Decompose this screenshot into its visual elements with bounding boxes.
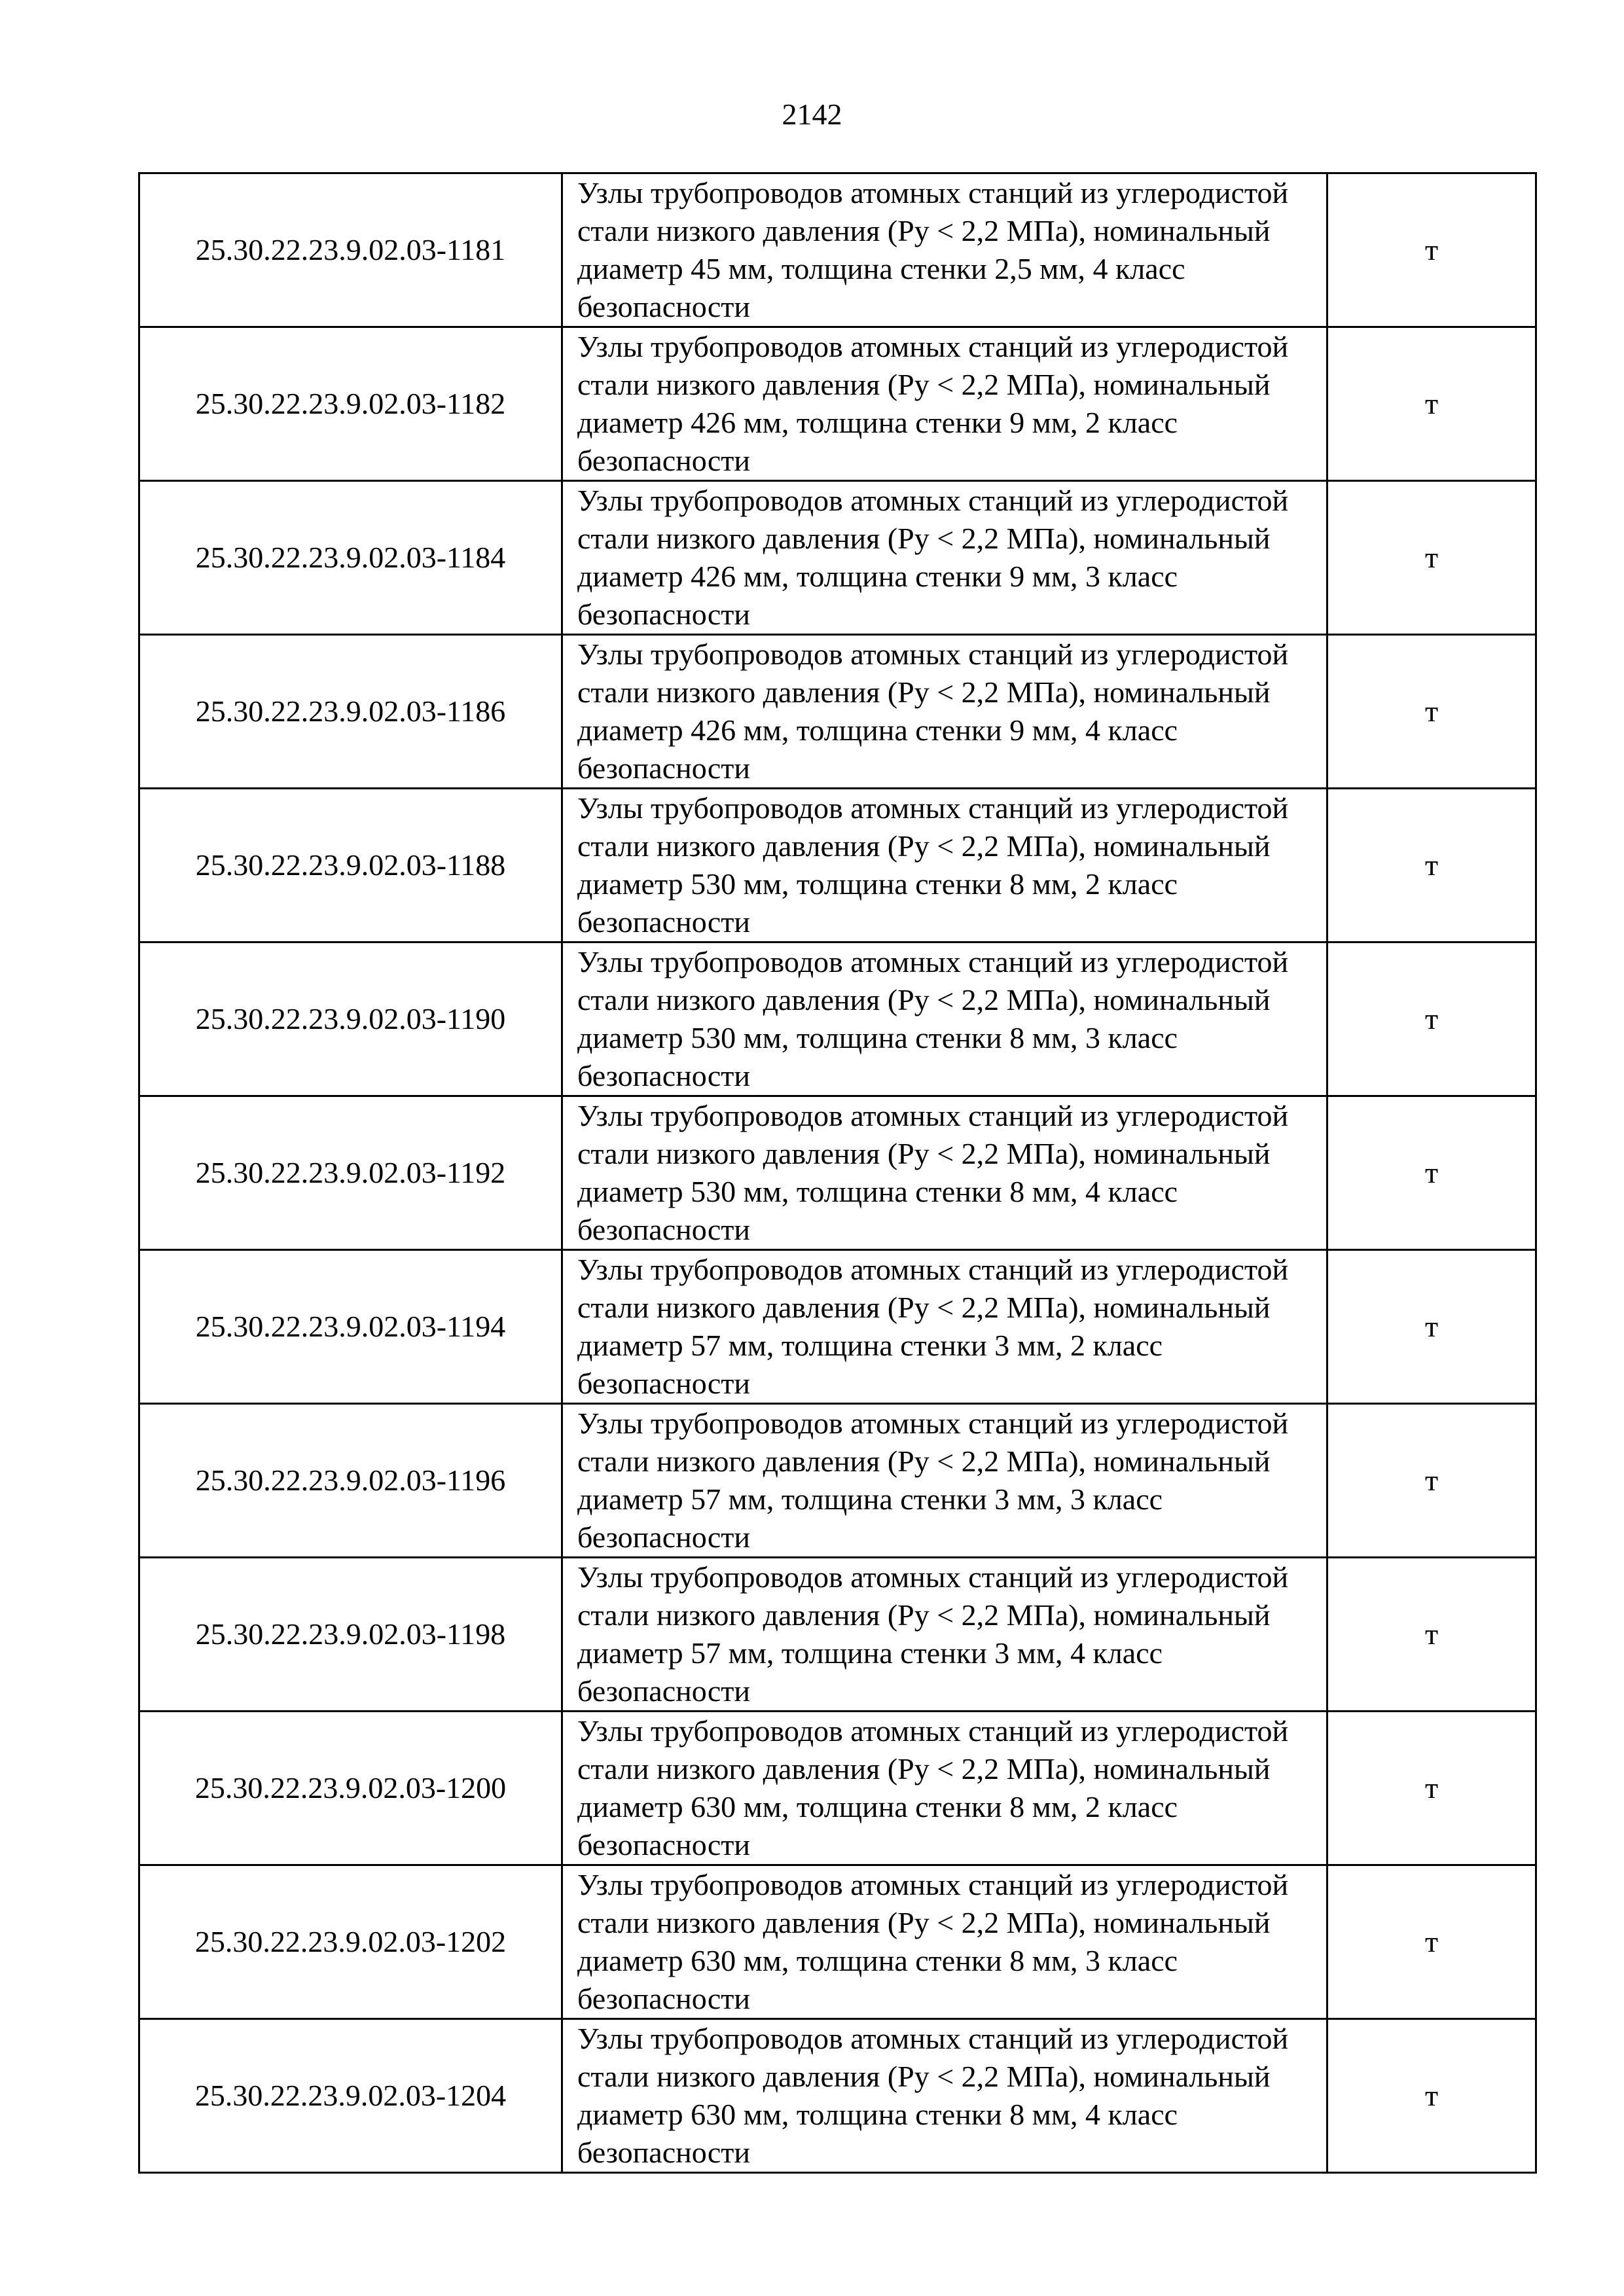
unit-of-measure: т — [1327, 1404, 1536, 1558]
resource-code: 25.30.22.23.9.02.03-1194 — [139, 1250, 562, 1404]
resource-description: Узлы трубопроводов атомных станций из углеродистой стали низкого давления (Ру < 2,2 МПа), номинальный диаметр 630 мм, толщина стенки 8 мм, 3 класс безопасности — [562, 1865, 1327, 2019]
resource-description: Узлы трубопроводов атомных станций из углеродистой стали низкого давления (Ру < 2,2 МПа), номинальный диаметр 426 мм, толщина стенки 9 мм, 4 класс безопасности — [562, 635, 1327, 789]
resource-code: 25.30.22.23.9.02.03-1190 — [139, 942, 562, 1096]
unit-of-measure: т — [1327, 942, 1536, 1096]
table-row — [139, 1404, 1536, 1558]
resource-code: 25.30.22.23.9.02.03-1181 — [139, 173, 562, 327]
unit-of-measure: т — [1327, 173, 1536, 327]
resource-description: Узлы трубопроводов атомных станций из углеродистой стали низкого давления (Ру < 2,2 МПа), номинальный диаметр 530 мм, толщина стенки 8 мм, 4 класс безопасности — [562, 1096, 1327, 1250]
table-row — [139, 173, 1536, 327]
resource-code: 25.30.22.23.9.02.03-1202 — [139, 1865, 562, 2019]
unit-of-measure: т — [1327, 327, 1536, 481]
table-row — [139, 1865, 1536, 2019]
table-row — [139, 327, 1536, 481]
resource-description: Узлы трубопроводов атомных станций из углеродистой стали низкого давления (Ру < 2,2 МПа), номинальный диаметр 530 мм, толщина стенки 8 мм, 2 класс безопасности — [562, 789, 1327, 942]
resource-description: Узлы трубопроводов атомных станций из углеродистой стали низкого давления (Ру < 2,2 МПа), номинальный диаметр 630 мм, толщина стенки 8 мм, 2 класс безопасности — [562, 1712, 1327, 1865]
resource-code: 25.30.22.23.9.02.03-1196 — [139, 1404, 562, 1558]
resource-description: Узлы трубопроводов атомных станций из углеродистой стали низкого давления (Ру < 2,2 МПа), номинальный диаметр 426 мм, толщина стенки 9 мм, 3 класс безопасности — [562, 481, 1327, 635]
resource-description: Узлы трубопроводов атомных станций из углеродистой стали низкого давления (Ру < 2,2 МПа), номинальный диаметр 630 мм, толщина стенки 8 мм, 4 класс безопасности — [562, 2019, 1327, 2173]
resource-code: 25.30.22.23.9.02.03-1204 — [139, 2019, 562, 2173]
table-row — [139, 2019, 1536, 2173]
resource-description: Узлы трубопроводов атомных станций из углеродистой стали низкого давления (Ру < 2,2 МПа), номинальный диаметр 530 мм, толщина стенки 8 мм, 3 класс безопасности — [562, 942, 1327, 1096]
resource-code: 25.30.22.23.9.02.03-1182 — [139, 327, 562, 481]
table-row — [139, 1096, 1536, 1250]
table-row — [139, 789, 1536, 942]
page-number: 2142 — [782, 98, 842, 131]
unit-of-measure: т — [1327, 789, 1536, 942]
resource-description: Узлы трубопроводов атомных станций из углеродистой стали низкого давления (Ру < 2,2 МПа), номинальный диаметр 57 мм, толщина стенки 3 мм, 2 класс безопасности — [562, 1250, 1327, 1404]
resource-code: 25.30.22.23.9.02.03-1184 — [139, 481, 562, 635]
resource-code: 25.30.22.23.9.02.03-1186 — [139, 635, 562, 789]
unit-of-measure: т — [1327, 635, 1536, 789]
unit-of-measure: т — [1327, 481, 1536, 635]
resource-description: Узлы трубопроводов атомных станций из углеродистой стали низкого давления (Ру < 2,2 МПа), номинальный диаметр 426 мм, толщина стенки 9 мм, 2 класс безопасности — [562, 327, 1327, 481]
resource-description: Узлы трубопроводов атомных станций из углеродистой стали низкого давления (Ру < 2,2 МПа), номинальный диаметр 45 мм, толщина стенки 2,5 мм, 4 класс безопасности — [562, 173, 1327, 327]
table-row — [139, 635, 1536, 789]
table-row — [139, 1712, 1536, 1865]
resource-table — [138, 172, 1537, 2174]
unit-of-measure: т — [1327, 1096, 1536, 1250]
resource-code: 25.30.22.23.9.02.03-1200 — [139, 1712, 562, 1865]
resource-code: 25.30.22.23.9.02.03-1188 — [139, 789, 562, 942]
unit-of-measure: т — [1327, 1558, 1536, 1712]
unit-of-measure: т — [1327, 1250, 1536, 1404]
unit-of-measure: т — [1327, 2019, 1536, 2173]
table-row — [139, 942, 1536, 1096]
table-row — [139, 1250, 1536, 1404]
resource-description: Узлы трубопроводов атомных станций из углеродистой стали низкого давления (Ру < 2,2 МПа), номинальный диаметр 57 мм, толщина стенки 3 мм, 3 класс безопасности — [562, 1404, 1327, 1558]
resource-code: 25.30.22.23.9.02.03-1198 — [139, 1558, 562, 1712]
table-row — [139, 481, 1536, 635]
unit-of-measure: т — [1327, 1712, 1536, 1865]
resource-code: 25.30.22.23.9.02.03-1192 — [139, 1096, 562, 1250]
unit-of-measure: т — [1327, 1865, 1536, 2019]
resource-description: Узлы трубопроводов атомных станций из углеродистой стали низкого давления (Ру < 2,2 МПа), номинальный диаметр 57 мм, толщина стенки 3 мм, 4 класс безопасности — [562, 1558, 1327, 1712]
table-row — [139, 1558, 1536, 1712]
